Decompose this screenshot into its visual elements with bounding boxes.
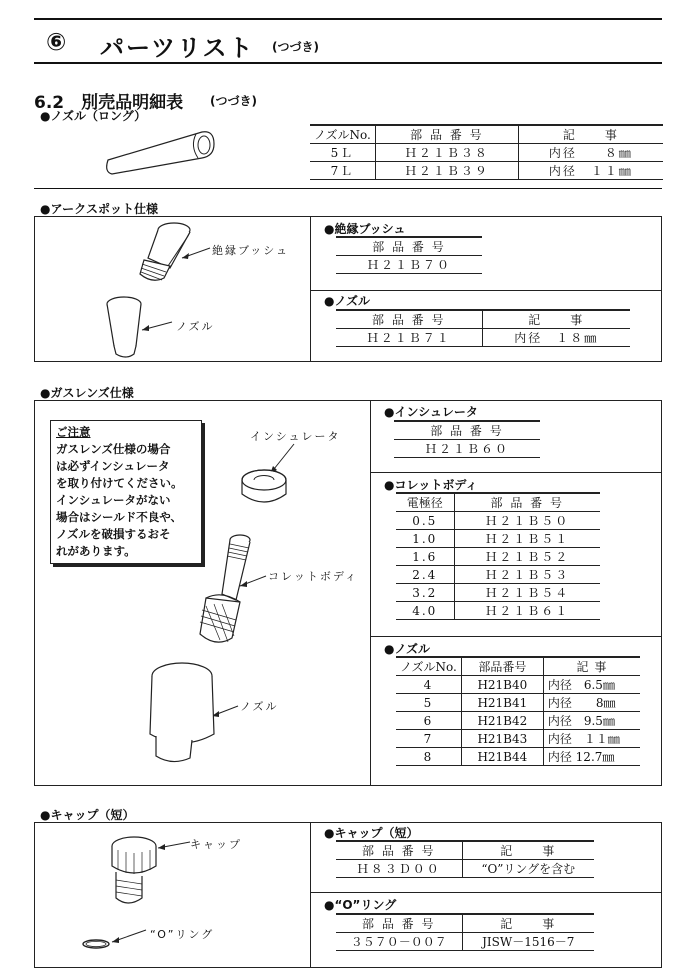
callout-insulator: インシュレータ xyxy=(250,430,341,443)
caution-line: 場合はシールド不良や、 xyxy=(56,510,183,524)
table-row xyxy=(396,602,600,620)
caution-line: インシュレータがない xyxy=(56,493,171,507)
col-header: 電極径 xyxy=(396,493,454,512)
o-ring-table xyxy=(336,913,594,951)
section-title: 6.2 別売品明細表 xyxy=(34,93,184,113)
table-cell: 6 xyxy=(396,712,461,730)
table-row xyxy=(396,748,640,766)
table-cell: 7Ｌ xyxy=(310,162,375,180)
gas-lens-divider-v xyxy=(370,400,371,786)
table-cell: H21B40 xyxy=(461,676,543,694)
callout-arc-nozzle: ノズル xyxy=(176,320,215,333)
gas-lens-title: ●ガスレンズ仕様 xyxy=(40,386,134,400)
table-cell: Ｈ２１Ｂ５２ xyxy=(454,548,600,566)
table-row xyxy=(396,548,600,566)
table-row xyxy=(396,712,640,730)
callout-insulating-bushing: 絶縁ブッシュ xyxy=(212,244,290,257)
page-title-sub: (つづき) xyxy=(272,40,319,54)
divider xyxy=(34,188,662,189)
table-cell: JISW－1516－7 xyxy=(462,933,594,951)
header-rule-bottom xyxy=(34,62,662,64)
table-row xyxy=(396,676,640,694)
col-header: ノズルNo. xyxy=(310,125,375,144)
caution-line: ノズルを破損するおそ xyxy=(56,527,171,541)
callout-line xyxy=(110,928,150,948)
table-cell: Ｈ２１Ｂ３８ xyxy=(375,144,518,162)
table-row xyxy=(336,860,594,878)
table-cell: 内径 １８㎜ xyxy=(482,329,630,347)
table-cell: 内径 6.5㎜ xyxy=(543,676,640,694)
table-cell: Ｈ２１Ｂ６１ xyxy=(454,602,600,620)
table-cell: Ｈ２１Ｂ７１ xyxy=(336,329,482,347)
caution-line: は必ずインシュレータ xyxy=(56,459,170,473)
table-row xyxy=(396,530,600,548)
header-number: ⑥ xyxy=(46,28,69,56)
bushing-title: ●絶縁ブッシュ xyxy=(324,222,406,236)
table-cell: 5 xyxy=(396,694,461,712)
table-cell: 4 xyxy=(396,676,461,694)
caution-line: れがあります。 xyxy=(56,544,136,558)
callout-collet-body: コレットボディ xyxy=(268,570,359,583)
table-cell: “O”リングを含む xyxy=(462,860,594,878)
table-row xyxy=(396,694,640,712)
col-header: 部 品 番 号 xyxy=(394,421,540,440)
cap-short-divider-h xyxy=(310,892,662,893)
insulator-title: ●インシュレータ xyxy=(384,405,478,419)
callout-cap: キャップ xyxy=(190,838,242,851)
table-cell: Ｈ２１Ｂ５３ xyxy=(454,566,600,584)
table-row xyxy=(336,933,594,951)
caution-line: ガスレンズ仕様の場合 xyxy=(56,442,171,456)
col-header: 部品番号 xyxy=(461,657,543,676)
nozzle-long-table xyxy=(310,124,663,180)
col-header: 記 事 xyxy=(482,310,630,329)
gas-nozzle-table xyxy=(396,656,640,766)
gas-lens-divider-h2 xyxy=(370,636,662,637)
table-cell: Ｈ２１Ｂ５０ xyxy=(454,512,600,530)
table-cell: H21B42 xyxy=(461,712,543,730)
table-row xyxy=(336,329,630,347)
table-row xyxy=(310,162,663,180)
col-header: 記 事 xyxy=(543,657,640,676)
table-row xyxy=(396,512,600,530)
collet-body-drawing xyxy=(192,530,262,650)
table-row xyxy=(336,256,482,274)
table-row xyxy=(396,566,600,584)
gas-nozzle-title: ●ノズル xyxy=(384,642,430,656)
callout-o-ring: “O”リング xyxy=(150,928,215,941)
table-cell: Ｈ２１Ｂ３９ xyxy=(375,162,518,180)
caution-title: ご注意 xyxy=(56,425,91,439)
table-cell: 内径 １１㎜ xyxy=(543,730,640,748)
arc-nozzle-title: ●ノズル xyxy=(324,294,370,308)
table-cell: 内径 9.5㎜ xyxy=(543,712,640,730)
table-cell: 4.0 xyxy=(396,602,454,620)
collet-table xyxy=(396,492,600,620)
caution-line: を取り付けてください。 xyxy=(56,476,183,490)
callout-line xyxy=(140,318,180,338)
table-cell: 7 xyxy=(396,730,461,748)
insulator-drawing xyxy=(234,466,294,516)
table-cell: H21B41 xyxy=(461,694,543,712)
table-cell: 5Ｌ xyxy=(310,144,375,162)
table-cell: Ｈ２１Ｂ５１ xyxy=(454,530,600,548)
arc-spot-divider-v xyxy=(310,216,311,362)
arc-spot-title: ●アークスポット仕様 xyxy=(40,202,158,216)
page-title: パーツリスト xyxy=(100,34,255,62)
arc-nozzle-table xyxy=(336,309,630,347)
col-header: 部 品 番 号 xyxy=(454,493,600,512)
table-cell: 8 xyxy=(396,748,461,766)
col-header: 部 品 番 号 xyxy=(336,914,462,933)
table-row xyxy=(396,730,640,748)
table-cell: 1.6 xyxy=(396,548,454,566)
nozzle-long-title: ●ノズル（ロング） xyxy=(40,109,147,123)
col-header: 部 品 番 号 xyxy=(375,125,518,144)
table-cell: 3.2 xyxy=(396,584,454,602)
table-cell: 内径 １１㎜ xyxy=(518,162,663,180)
table-cell: Ｈ２１Ｂ５４ xyxy=(454,584,600,602)
nozzle-long-drawing xyxy=(100,122,230,182)
table-cell: Ｈ２１Ｂ６０ xyxy=(394,440,540,458)
table-cell: 内径 12.7㎜ xyxy=(543,748,640,766)
header-rule-top xyxy=(34,18,662,20)
cap-short-divider-v xyxy=(310,822,311,968)
table-cell: H21B44 xyxy=(461,748,543,766)
o-ring-table-title: ●“O”リング xyxy=(324,898,397,912)
table-cell: ３５７０－００７ xyxy=(336,933,462,951)
col-header: 部 品 番 号 xyxy=(336,310,482,329)
table-cell: 1.0 xyxy=(396,530,454,548)
bushing-table xyxy=(336,236,482,274)
col-header: 記 事 xyxy=(518,125,663,144)
col-header: 記 事 xyxy=(462,914,594,933)
table-row xyxy=(396,584,600,602)
cap-table xyxy=(336,840,594,878)
arc-spot-divider-h xyxy=(310,290,662,291)
gas-lens-nozzle-drawing xyxy=(142,660,222,770)
col-header: 部 品 番 号 xyxy=(336,841,462,860)
cap-table-title: ●キャップ（短） xyxy=(324,826,419,840)
table-row xyxy=(310,144,663,162)
table-cell: 2.4 xyxy=(396,566,454,584)
table-cell: Ｈ８３Ｄ００ xyxy=(336,860,462,878)
table-cell: 内径 ８㎜ xyxy=(518,144,663,162)
table-cell: Ｈ２１Ｂ７０ xyxy=(336,256,482,274)
table-cell: H21B43 xyxy=(461,730,543,748)
insulator-table xyxy=(394,420,540,458)
cap-short-title: ●キャップ（短） xyxy=(40,808,135,822)
col-header: 部 品 番 号 xyxy=(336,237,482,256)
collet-title: ●コレットボディ xyxy=(384,478,478,492)
gas-lens-divider-h1 xyxy=(370,472,662,473)
table-cell: 内径 8㎜ xyxy=(543,694,640,712)
col-header: ノズルNo. xyxy=(396,657,461,676)
col-header: 記 事 xyxy=(462,841,594,860)
caution-box xyxy=(50,420,202,564)
section-title-sub: (つづき) xyxy=(210,94,257,108)
table-row xyxy=(394,440,540,458)
callout-gas-nozzle: ノズル xyxy=(240,700,279,713)
table-cell: 0.5 xyxy=(396,512,454,530)
